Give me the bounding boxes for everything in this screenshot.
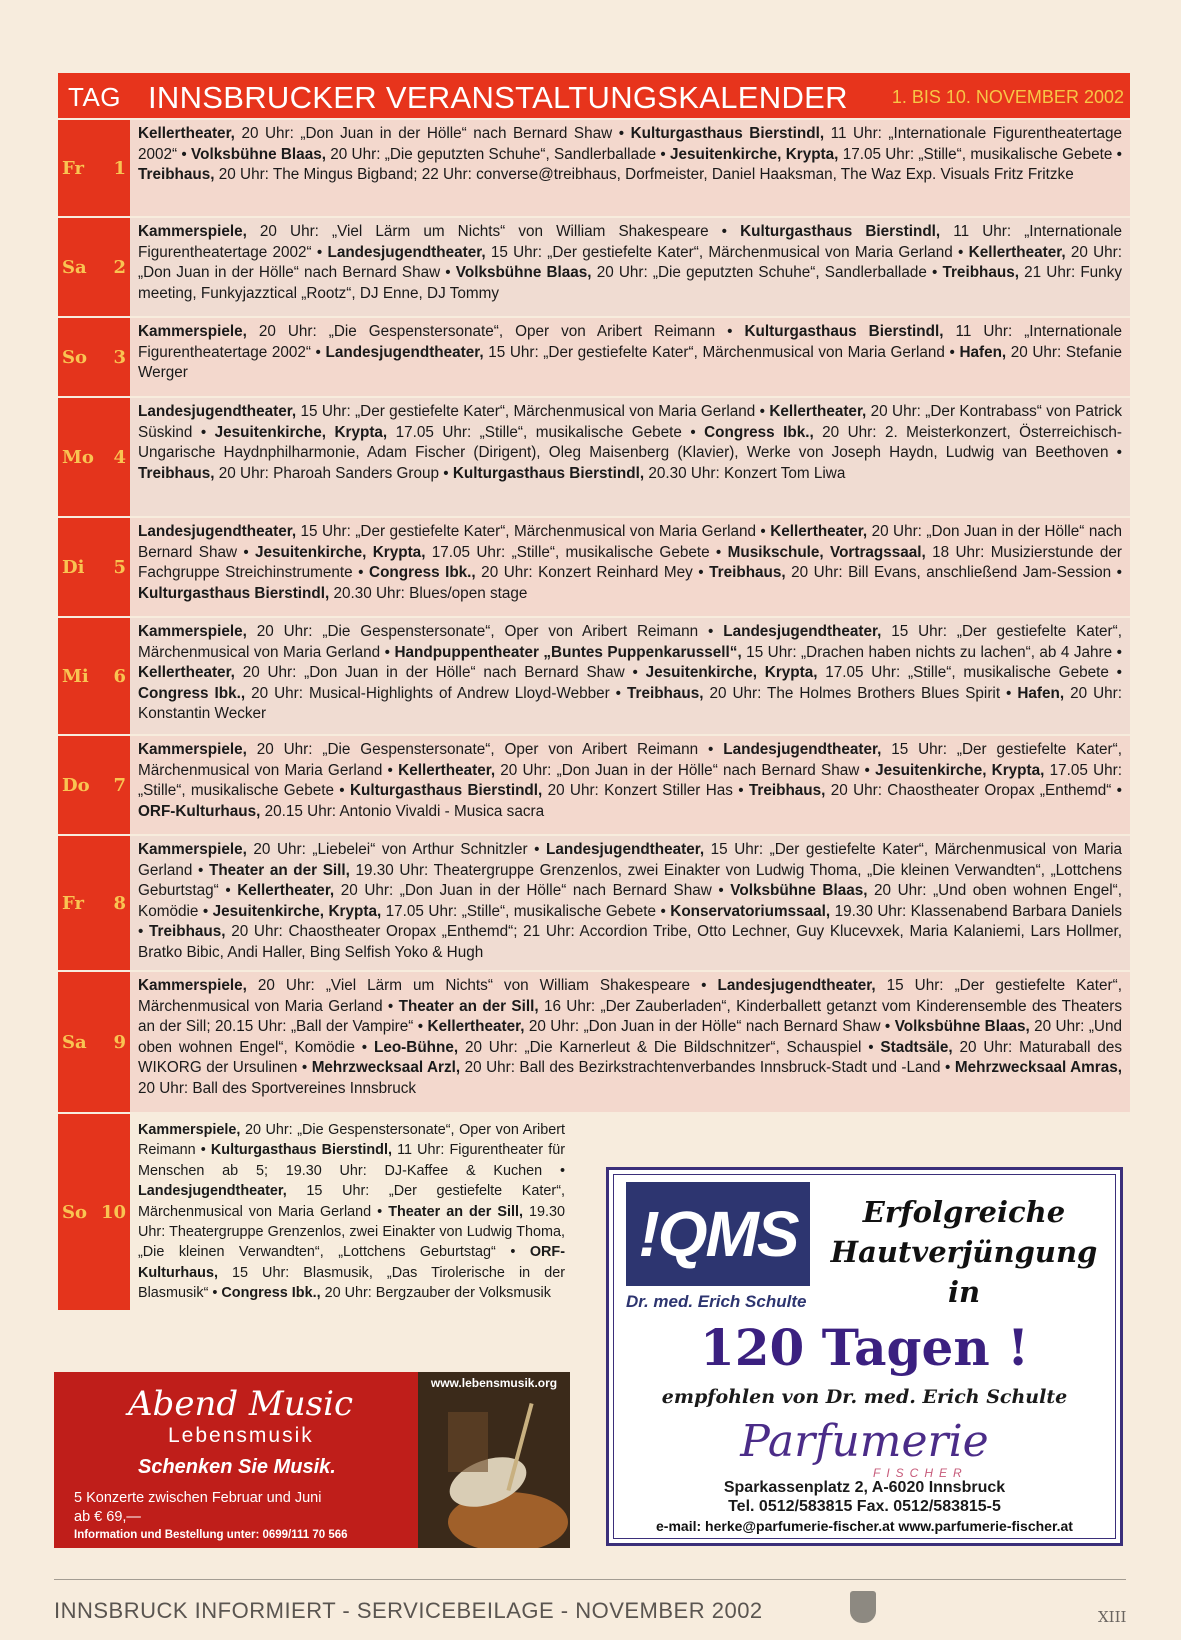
day-label bbox=[58, 618, 130, 734]
day-events: Kammerspiele, 20 Uhr: „Liebelei“ von Arthur Schnitzler • Landesjugendtheater, 15 Uhr: „Der gestiefelte Kater“, Märchenmusical von Maria Gerland • Theater an der Sill, 19.30 Uhr: Theatergruppe Grenzenlos, zwei Einakter von Ludwig Thoma, „Die kleinen Verwandten“, „Lottchens Geburtstag“ • Kellertheater, 20 Uhr: „Don Juan in der Hölle“ nach Bernard Shaw • Volksbühne Blaas, 20 Uhr: „Und oben wohnen Engel“, Komödie • Jesuitenkirche, Krypta, 17.05 Uhr: „Stille“, musikalische Gebete • Konservatoriumssaal, 19.30 Uhr: Klassenabend Barbara Daniels • Treibhaus, 20 Uhr: Chaostheater Oropax „Enthemd“; 21 Uhr: Accordion Tribe, Otto Lechner, Guy Klucevxek, Maria Kalaniemi, Lars Hollmer, Bratko Bibic, Andi Haller, Bing Selfish Yoko & Hugh bbox=[130, 836, 1130, 970]
day-number: 8 bbox=[113, 892, 126, 914]
page-number: XIII bbox=[1098, 1608, 1127, 1626]
parfumerie-logo-sub: FISCHER bbox=[873, 1466, 968, 1480]
day-number: 9 bbox=[113, 1031, 126, 1053]
day-number: 5 bbox=[113, 556, 126, 578]
day-events: Kammerspiele, 20 Uhr: „Die Gespenstersonate“, Oper von Aribert Reimann • Kulturgasthaus Bierstindl, 11 Uhr: „Internationale Figurentheatertage 2002“ • Landesjugendtheater, 15 Uhr: „Der gestiefelte Kater“, Märchenmusical von Maria Gerland • Hafen, 20 Uhr: Stefanie Werger bbox=[130, 318, 1130, 396]
day-label bbox=[58, 1114, 130, 1310]
ad-url: www.lebensmusik.org bbox=[430, 1376, 558, 1390]
ad-price: ab € 69,— bbox=[74, 1509, 141, 1525]
day-rows bbox=[58, 118, 1130, 1112]
day-events: Kammerspiele, 20 Uhr: „Viel Lärm um Nichts“ von William Shakespeare • Kulturgasthaus Bierstindl, 11 Uhr: „Internationale Figurentheatertage 2002“ • Landesjugendtheater, 15 Uhr: „Der gestiefelte Kater“, Märchenmusical von Maria Gerland • Kellertheater, 20 Uhr: „Don Juan in der Hölle“ nach Bernard Shaw • Volksbühne Blaas, 20 Uhr: „Die geputzten Schuhe“, Sandlerballade • Treibhaus, 21 Uhr: Funky meeting, Funkyjazztical „Rootz“, DJ Enne, DJ Tommy bbox=[130, 218, 1130, 316]
weekday: Mo bbox=[62, 446, 94, 468]
day-number: 3 bbox=[113, 346, 126, 368]
ad-address bbox=[609, 1478, 1120, 1516]
weekday: Fr bbox=[62, 892, 84, 914]
day-label bbox=[58, 318, 130, 396]
day-number: 7 bbox=[113, 774, 126, 796]
day-row-3 bbox=[58, 316, 1130, 396]
day-number: 1 bbox=[113, 157, 126, 179]
calendar bbox=[58, 73, 1130, 1310]
address-line: Sparkassenplatz 2, A-6020 Innsbruck bbox=[723, 1479, 1006, 1496]
ad-headline bbox=[829, 1192, 1099, 1312]
weekday: Di bbox=[62, 556, 85, 578]
day-label bbox=[58, 836, 130, 970]
weekday: So bbox=[62, 346, 88, 368]
day-number: 4 bbox=[113, 446, 126, 468]
day-row-5 bbox=[58, 516, 1130, 616]
date-range: 1. BIS 10. NOVEMBER 2002 bbox=[891, 87, 1124, 107]
day-events: Kammerspiele, 20 Uhr: „Die Gespenstersonate“, Oper von Aribert Reimann • Landesjugendtheater, 15 Uhr: „Der gestiefelte Kater“, Märchenmusical von Maria Gerland • Handpuppentheater „Buntes Puppenkarussell“, 15 Uhr: „Drachen haben nichts zu lachen“, ab 4 Jahre • Kellertheater, 20 Uhr: „Don Juan in der Hölle“ nach Bernard Shaw • Jesuitenkirche, Krypta, 17.05 Uhr: „Stille“, musikalische Gebete • Congress Ibk., 20 Uhr: Musical-Highlights of Andrew Lloyd-Webber • Treibhaus, 20 Uhr: The Holmes Brothers Blues Spirit • Hafen, 20 Uhr: Konstantin Wecker bbox=[130, 618, 1130, 734]
day-label bbox=[58, 398, 130, 516]
day-label bbox=[58, 972, 130, 1112]
day-events: Kammerspiele, 20 Uhr: „Die Gespenstersonate“, Oper von Aribert Reimann • Landesjugendtheater, 15 Uhr: „Der gestiefelte Kater“, Märchenmusical von Maria Gerland • Kellertheater, 20 Uhr: „Don Juan in der Hölle“ nach Bernard Shaw • Jesuitenkirche, Krypta, 17.05 Uhr: „Stille“, musikalische Gebete • Kulturgasthaus Bierstindl, 20 Uhr: Konzert Stiller Has • Treibhaus, 20 Uhr: Chaostheater Oropax „Enthemd“ • ORF-Kulturhaus, 20.15 Uhr: Antonio Vivaldi - Musica sacra bbox=[130, 736, 1130, 834]
abendmusic-ad bbox=[54, 1372, 570, 1548]
day-label bbox=[58, 518, 130, 616]
ad-recommendation: empfohlen von Dr. med. Erich Schulte bbox=[661, 1386, 1068, 1408]
city-crest-icon bbox=[850, 1591, 876, 1623]
weekday: Do bbox=[62, 774, 90, 796]
day-row-1 bbox=[58, 118, 1130, 216]
email-line: e-mail: herke@parfumerie-fischer.at www.parfumerie-fischer.at bbox=[656, 1518, 1073, 1534]
tag-label: TAG bbox=[68, 82, 122, 112]
day-row-6 bbox=[58, 616, 1130, 734]
day-row-7 bbox=[58, 734, 1130, 834]
calendar-title: INNSBRUCKER VERANSTALTUNGSKALENDER bbox=[148, 80, 848, 115]
weekday: Fr bbox=[62, 157, 84, 179]
ad-info: Information und Bestellung unter: 0699/111 70 566 bbox=[74, 1529, 348, 1541]
ad-days: 120 Tagen ! bbox=[699, 1318, 1030, 1377]
doctor-name: Dr. med. Erich Schulte bbox=[626, 1292, 807, 1311]
violin-photo bbox=[418, 1372, 570, 1548]
day-events: Kammerspiele, 20 Uhr: „Die Gespenstersonate“, Oper von Aribert Reimann • Kulturgasthaus Bierstindl, 11 Uhr: Figurentheater für Menschen ab 5; 19.30 Uhr: DJ-Kaffee & Kuchen • Landesjugendtheater, 15 Uhr: „Der gestiefelte Kater“, Märchenmusical von Maria Gerland • Theater an der Sill, 19.30 Uhr: Theatergruppe Grenzenlos, zwei Einakter von Ludwig Thoma, „Die kleinen Verwandten“, „Lottchens Geburtstag“ • ORF-Kulturhaus, 15 Uhr: Blasmusik, „Das Tirolerische in der Blasmusik“ • Congress Ibk., 20 Uhr: Bergzauber der Volksmusik bbox=[130, 1114, 573, 1310]
weekday: So bbox=[62, 1201, 88, 1223]
headline-1: Erfolgreiche bbox=[862, 1195, 1066, 1229]
weekday: Mi bbox=[62, 665, 89, 687]
headline-2: Hautverjüngung bbox=[830, 1235, 1098, 1269]
ad-concerts: 5 Konzerte zwischen Februar und Juni bbox=[74, 1490, 322, 1506]
day-events: Landesjugendtheater, 15 Uhr: „Der gestiefelte Kater“, Märchenmusical von Maria Gerland • Kellertheater, 20 Uhr: „Der Kontrabass“ von Patrick Süskind • Jesuitenkirche, Krypta, 17.05 Uhr: „Stille“, musikalische Gebete • Congress Ibk., 20 Uhr: 2. Meisterkonzert, Österreichisch-Ungarische Haydnphilharmonie, Adam Fischer (Dirigent), Oleg Maisenberg (Klavier), Werke von Joseph Haydn, Ludwig van Beethoven • Treibhaus, 20 Uhr: Pharoah Sanders Group • Kulturgasthaus Bierstindl, 20.30 Uhr: Konzert Tom Liwa bbox=[130, 398, 1130, 516]
day-label bbox=[58, 736, 130, 834]
abendmusic-logo-sub: Lebensmusik bbox=[168, 1424, 314, 1447]
day-number: 2 bbox=[113, 256, 126, 278]
day-label bbox=[58, 218, 130, 316]
abendmusic-logo: Abend Music bbox=[128, 1384, 353, 1424]
day-events: Landesjugendtheater, 15 Uhr: „Der gestiefelte Kater“, Märchenmusical von Maria Gerland • Kellertheater, 20 Uhr: „Don Juan in der Hölle“ nach Bernard Shaw • Jesuitenkirche, Krypta, 17.05 Uhr: „Stille“, musikalische Gebete • Musikschule, Vortragssaal, 18 Uhr: Musizierstunde der Fachgruppe Streichinstrumente • Congress Ibk., 20 Uhr: Konzert Reinhard Mey • Treibhaus, 20 Uhr: Bill Evans, anschließend Jam-Session • Kulturgasthaus Bierstindl, 20.30 Uhr: Blues/open stage bbox=[130, 518, 1130, 616]
calendar-header bbox=[58, 73, 1130, 118]
weekday: Sa bbox=[62, 1031, 87, 1053]
footer-divider bbox=[54, 1579, 1126, 1580]
day-number: 6 bbox=[113, 665, 126, 687]
day-row-9 bbox=[58, 970, 1130, 1112]
footer-text: INNSBRUCK INFORMIERT - SERVICEBEILAGE - NOVEMBER 2002 bbox=[54, 1598, 763, 1623]
weekday: Sa bbox=[62, 256, 87, 278]
day-row-4 bbox=[58, 396, 1130, 516]
parfumerie-ad bbox=[606, 1167, 1123, 1546]
day-row-2 bbox=[58, 216, 1130, 316]
phone-line: Tel. 0512/583815 Fax. 0512/583815-5 bbox=[728, 1498, 1001, 1515]
day-row-8 bbox=[58, 834, 1130, 970]
headline-3: in bbox=[947, 1275, 981, 1309]
ad-slogan: Schenken Sie Musik. bbox=[138, 1456, 336, 1478]
day-number: 10 bbox=[100, 1201, 126, 1223]
day-label bbox=[58, 120, 130, 216]
day-events: Kammerspiele, 20 Uhr: „Viel Lärm um Nichts“ von William Shakespeare • Landesjugendtheater, 15 Uhr: „Der gestiefelte Kater“, Märchenmusical von Maria Gerland • Theater an der Sill, 16 Uhr: „Der Zauberladen“, Kinderballett getanzt vom Kinderensemble des Theaters an der Sill; 20.15 Uhr: „Ball der Vampire“ • Kellertheater, 20 Uhr: „Don Juan in der Hölle“ nach Bernard Shaw • Volksbühne Blaas, 20 Uhr: „Und oben wohnen Engel“, Komödie • Leo-Bühne, 20 Uhr: „Die Karnerleut & Die Bildschnitzer“, Schauspiel • Stadtsäle, 20 Uhr: Maturaball des WIKORG der Ursulinen • Mehrzwecksaal Arzl, 20 Uhr: Ball des Bezirkstrachtenverbandes Innsbruck-Stadt und -Land • Mehrzwecksaal Amras, 20 Uhr: Ball des Sportvereines Innsbruck bbox=[130, 972, 1130, 1112]
parfumerie-logo: Parfumerie bbox=[740, 1416, 989, 1467]
day-events: Kellertheater, 20 Uhr: „Don Juan in der Hölle“ nach Bernard Shaw • Kulturgasthaus Bierstindl, 11 Uhr: „Internationale Figurentheatertage 2002“ • Volksbühne Blaas, 20 Uhr: „Die geputzten Schuhe“, Sandlerballade • Jesuitenkirche, Krypta, 17.05 Uhr: „Stille“, musikalische Gebete • Treibhaus, 20 Uhr: The Mingus Bigband; 22 Uhr: converse@treibhaus, Dorfmeister, Daniel Haaksman, The Waz Exp. Visuals Fritz Fritzke bbox=[130, 120, 1130, 216]
qms-logo: !QMS bbox=[626, 1182, 810, 1286]
